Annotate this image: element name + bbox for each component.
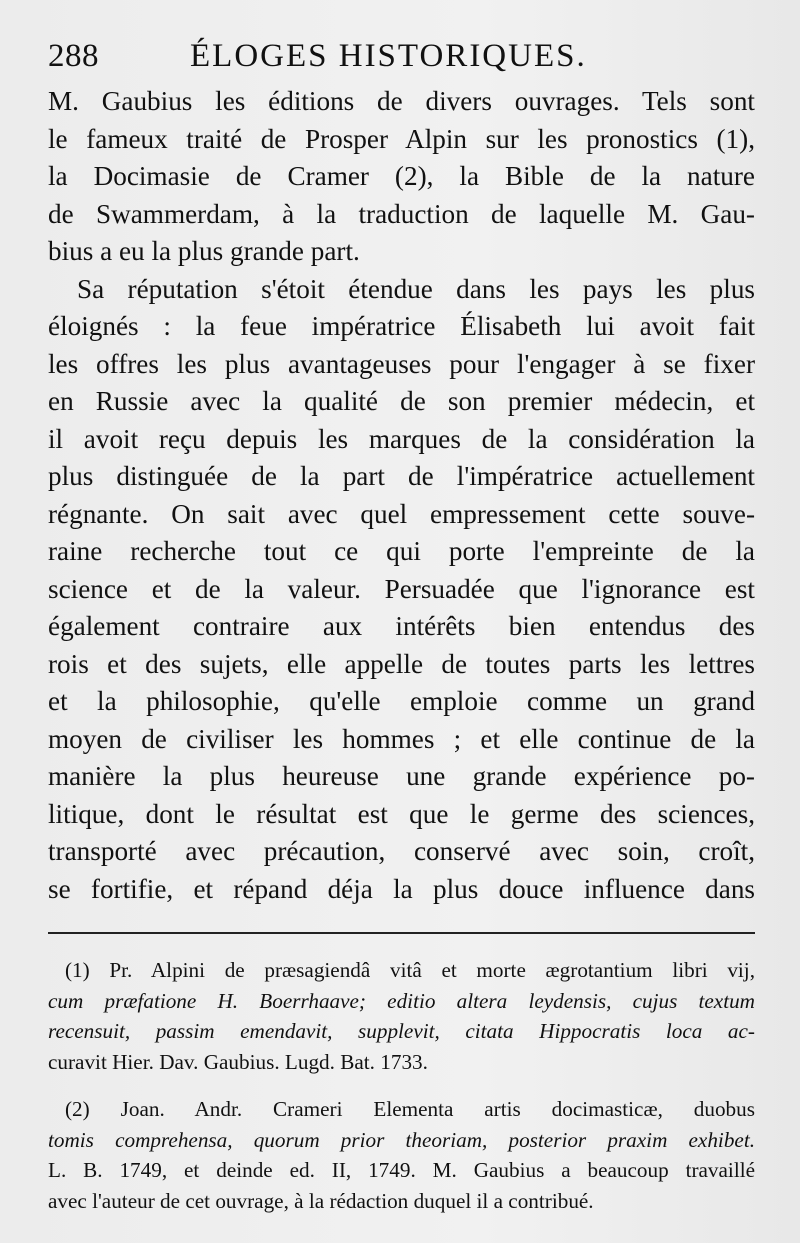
body-line: régnante. On sait avec quel empressement cette souve- bbox=[48, 498, 755, 529]
body-line: se fortifie, et répand déja la plus douce influence dans bbox=[48, 873, 755, 904]
body-line: science et de la valeur. Persuadée que l'ignorance est bbox=[48, 573, 755, 604]
page-header bbox=[48, 28, 748, 86]
footnotes bbox=[48, 955, 755, 1216]
body-line: litique, dont le résultat est que le germe des sciences, bbox=[48, 798, 755, 829]
body-line: le fameux traité de Prosper Alpin sur les pronostics (1), bbox=[48, 123, 755, 154]
body-line: rois et des sujets, elle appelle de toutes parts les lettres bbox=[48, 648, 755, 679]
body-line: en Russie avec la qualité de son premier médecin, et bbox=[48, 386, 755, 416]
body-line: la Docimasie de Cramer (2), la Bible de la nature bbox=[48, 161, 755, 191]
body-line: éloignés : la feue impératrice Élisabeth lui avoit fait bbox=[48, 311, 755, 341]
body-line: Sa réputation s'étoit étendue dans les pays les plus bbox=[77, 273, 755, 304]
body-line: transporté avec précaution, conservé avec soin, croît, bbox=[48, 836, 755, 866]
footnote-separator bbox=[48, 932, 755, 934]
main-text bbox=[48, 83, 755, 908]
footnote-1-line: curavit Hier. Dav. Gaubius. Lugd. Bat. 1733. bbox=[48, 1049, 428, 1074]
body-line: de Swammerdam, à la traduction de laquelle M. Gau- bbox=[48, 198, 755, 229]
footnote-2-line: (2) Joan. Andr. Crameri Elementa artis docimasticæ, duobus bbox=[65, 1097, 755, 1121]
footnote-2-line: avec l'auteur de cet ouvrage, à la rédaction duquel il a contribué. bbox=[48, 1188, 594, 1213]
footnote-1-line: (1) Pr. Alpini de præsagiendâ vitâ et morte ægrotantium libri vij, bbox=[65, 958, 755, 982]
body-line: et la philosophie, qu'elle emploie comme un grand bbox=[48, 686, 755, 716]
running-title: ÉLOGES HISTORIQUES. bbox=[190, 38, 587, 74]
body-line: plus distinguée de la part de l'impératrice actuellement bbox=[48, 461, 755, 491]
body-line: il avoit reçu depuis les marques de la considération la bbox=[48, 423, 755, 454]
body-line: M. Gaubius les éditions de divers ouvrages. Tels sont bbox=[48, 86, 755, 116]
body-line: bius a eu la plus grande part. bbox=[48, 236, 360, 266]
footnote-1-line: cum præfatione H. Boerrhaave; editio altera leydensis, cujus textum bbox=[48, 988, 755, 1013]
body-line: les offres les plus avantageuses pour l'engager à se fixer bbox=[48, 348, 755, 379]
footnote-1-line: recensuit, passim emendavit, supplevit, citata Hippocratis loca ac- bbox=[48, 1019, 755, 1043]
body-line: manière la plus heureuse une grande expérience po- bbox=[48, 761, 755, 791]
footnote-gap bbox=[48, 1077, 755, 1094]
page-number: 288 bbox=[48, 38, 99, 74]
footnote-2-line: tomis comprehensa, quorum prior theoriam, posterior praxim exhibet. bbox=[48, 1127, 755, 1152]
body-line: également contraire aux intérêts bien entendus des bbox=[48, 611, 755, 641]
footnote-2-line: L. B. 1749, et deinde ed. II, 1749. M. Gaubius a beaucoup travaillé bbox=[48, 1158, 755, 1182]
body-line: raine recherche tout ce qui porte l'empreinte de la bbox=[48, 536, 755, 566]
body-line: moyen de civiliser les hommes ; et elle continue de la bbox=[48, 723, 755, 754]
